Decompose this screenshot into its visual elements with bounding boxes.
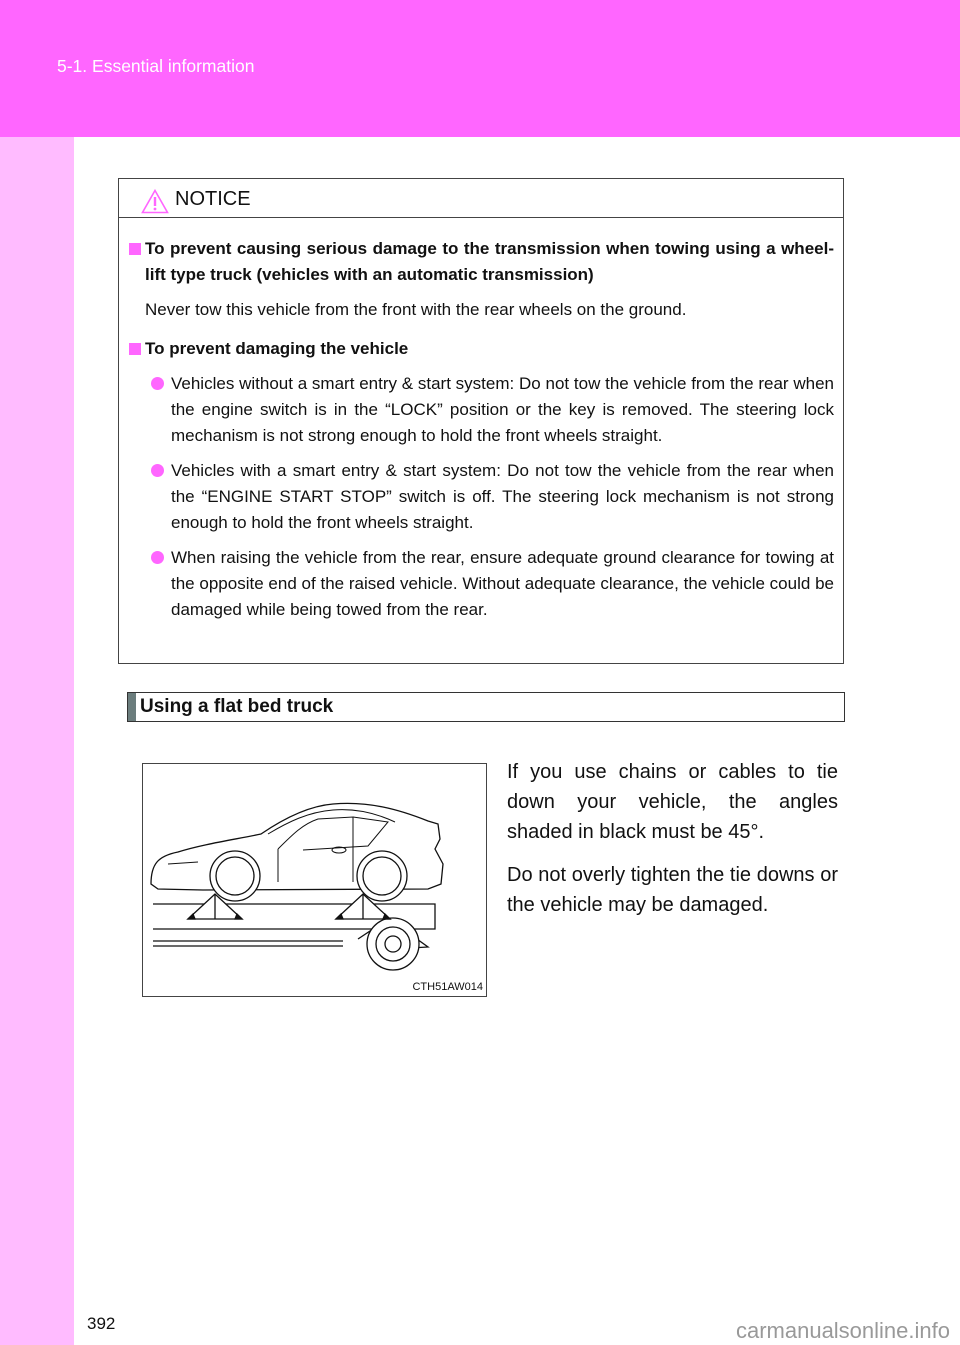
paragraph: If you use chains or cables to tie down your vehicle, the angles shaded in black must be 45°.	[507, 761, 838, 843]
notice-heading: To prevent damaging the vehicle	[129, 336, 834, 362]
notice-heading: To prevent causing serious damage to the transmission when towing using a wheel-lift type truck (vehicles with an automatic transmission)	[129, 236, 834, 288]
paragraph: Do not overly tighten the tie downs or the vehicle may be damaged.	[507, 864, 838, 916]
section-heading-label: Using a flat bed truck	[140, 696, 334, 717]
page-number: 392	[87, 1314, 116, 1333]
section-heading	[127, 692, 845, 722]
section-heading-bar	[128, 693, 136, 721]
notice-bullet: Vehicles without a smart entry & start system: Do not tow the vehicle from the rear when the engine switch is in the “LOCK” position or the key is removed. The steering lock mechanism is not strong enough to hold the front wheels straight.	[129, 371, 834, 449]
warning-triangle-icon	[141, 189, 169, 214]
flatbed-illustration	[142, 763, 487, 997]
figure-code: CTH51AW014	[412, 981, 483, 993]
notice-text: Never tow this vehicle from the front with the rear wheels on the ground.	[145, 300, 687, 319]
notice-box	[118, 178, 844, 664]
notice-bullet: Vehicles with a smart entry & start system: Do not tow the vehicle from the rear when the “ENGINE START STOP” switch is off. The steering lock mechanism is not strong enough to hold the front wheels straight.	[129, 458, 834, 536]
notice-title: NOTICE	[175, 188, 251, 210]
section-title: 5-1. Essential information	[57, 56, 255, 76]
car-on-flatbed-drawing	[143, 764, 485, 995]
notice-bullet: When raising the vehicle from the rear, ensure adequate ground clearance for towing at the opposite end of the raised vehicle. Without adequate clearance, the vehicle could be damaged while being towed from the rear.	[129, 545, 834, 623]
watermark: carmanualsonline.info	[735, 1318, 950, 1343]
pink-dot-icon	[151, 464, 164, 477]
pink-dot-icon	[151, 551, 164, 564]
section-body	[507, 757, 838, 933]
pink-dot-icon	[151, 377, 164, 390]
page-header	[0, 0, 960, 137]
notice-header	[119, 179, 843, 218]
pink-square-icon	[129, 343, 141, 355]
pink-square-icon	[129, 243, 141, 255]
sidebar-strip	[0, 137, 74, 1345]
